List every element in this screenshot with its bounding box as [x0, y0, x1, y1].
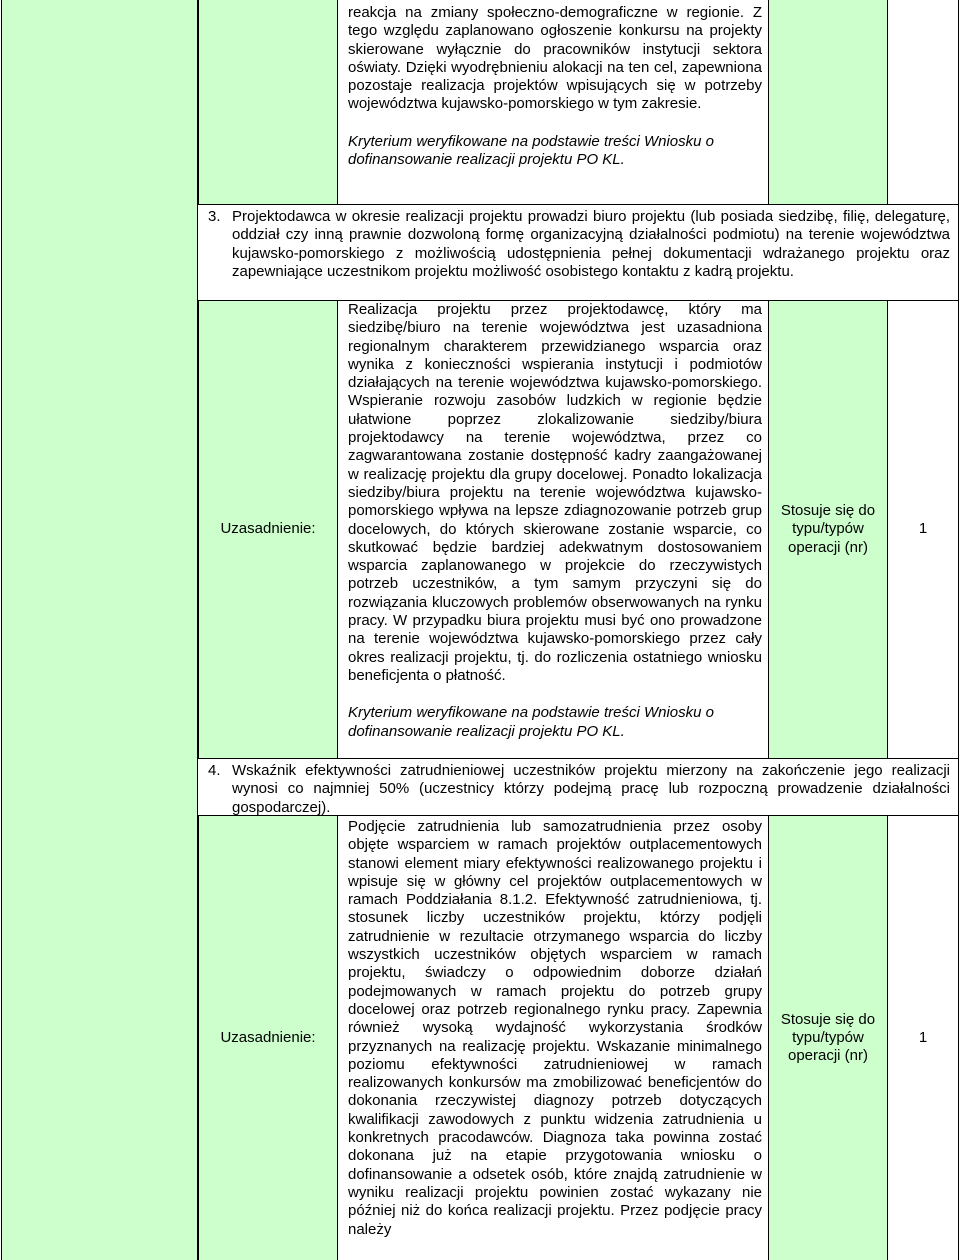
sec4-header — [200, 762, 958, 817]
sec2-number-cell — [888, 0, 958, 204]
sec2-criterion-note: Kryterium weryfikowane na podstawie treści Wniosku o dofinansowanie realizacji projektu PO KL. — [348, 132, 714, 169]
sec4-applies-to: Stosuje się do typu/typów operacji (nr) — [780, 1010, 876, 1065]
sec3-label: Uzasadnienie: — [220, 520, 316, 538]
sec3-type-cell — [888, 301, 958, 758]
sec3-title: Projektodawca w okresie realizacji projektu prowadzi biuro projektu (lub posiada siedzibę, filię, delegaturę, oddział czy inną prawnie dozwoloną formę organizacyjną działalności podmiotu) na terenie województwa kujawsko-pomorskiego z możliwością udostępnienia pełnej dokumentacji wdrażanego projektu oraz zapewniające uczestnikom projektu możliwość osobistego kontaktu z kadrą projektu. — [232, 208, 950, 280]
sec3-number: 3. — [208, 208, 221, 225]
sec3-label-cell — [198, 301, 338, 758]
sec3-text-cell — [338, 301, 768, 758]
sec2-paragraph: reakcja na zmiany społeczno-demograficzne w regionie. Z tego względu zaplanowano ogłoszenie konkursu na projekty skierowane wyłącznie do pracowników instytucji sektora oświaty. Dzięki wyodrębnieniu alokacji na ten cel, zapewniona pozostaje realizacja projektów wpisujących się w potrzeby województwa kujawsko-pomorskiego w tym zakresie. — [348, 4, 762, 113]
sec2-applies-cell — [768, 0, 888, 204]
left-column — [2, 0, 198, 1260]
sec3-criterion-note: Kryterium weryfikowane na podstawie treści Wniosku o dofinansowanie realizacji projektu PO KL. — [348, 704, 714, 740]
sec3-header — [200, 208, 958, 281]
sec3-justification: Realizacja projektu przez projektodawcę, który ma siedzibę/biuro na terenie województwa jest uzasadniona regionalnym charakterem przewidzianego wsparcia oraz wynika z konieczności wspierania instytucji i podmiotów działających na terenie województwa kujawsko-pomorskiego. Wspieranie rozwoju zasobów ludzkich w regionie będzie ułatwione poprzez zlokalizowanie siedziby/biura projektodawcy na terenie województwa, przez co zagwarantowana zostanie dostępność kadry zaangażowanej w realizację projektu dla grupy docelowej. Ponadto lokalizacja siedziby/biura projektu na terenie województwa kujawsko-pomorskiego wpływa na lepsze zdiagnozowanie potrzeb grup docelowych, do których skierowane zostanie wsparcie, co skutkować będzie bardziej adekwatnym dostosowaniem wsparcia zaplanowanego w projekcie do rzeczywistych potrzeb uczestników, a tym samym przyczyni się do rozwiązania kluczowych problemów obserwowanych na rynku pracy. W przypadku biura projektu musi być ono prowadzone na terenie województwa kujawsko-pomorskiego przez cały okres realizacji projektu, tj. do rozliczenia ostatniego wniosku beneficjenta o płatność. — [348, 301, 762, 684]
sec3-applies-cell — [768, 301, 888, 758]
sec2-left-cell — [198, 0, 338, 204]
sec4-justification: Podjęcie zatrudnienia lub samozatrudnienia przez osoby objęte wsparciem w ramach projektów outplacementowych stanowi element miary efektywności realizowanego projektu i wpisuje się w główny cel projektów outplacementowych w ramach Poddziałania 8.1.2. Efektywność zatrudnieniowa, tj. stosunek liczby uczestników projektu, którzy podjęli zatrudnienie w rezultacie otrzymanego wsparcia do liczby wszystkich uczestników objętych wsparciem w ramach projektu, świadczy o odpowiednim doborze działań podejmowanych w ramach projektu do potrzeb grupy docelowej oraz potrzeb regionalnego rynku pracy. Zapewnia również wysoką wydajność wykorzystania środków przyznanych na realizację projektu. Wskazanie minimalnego poziomu efektywności zatrudnieniowej w ramach realizowanych konkursów ma zmobilizować beneficjentów do dokonania rzeczywistej diagnozy potrzeb dotyczących kwalifikacji zawodowych z punktu widzenia zatrudnienia u konkretnych pracodawców. Diagnoza taka powinna zostać dokonana już na etapie przygotowania wniosku o dofinansowanie a odsetek osób, które znajdą zatrudnienie w wyniku realizacji projektu powinien zostać wykazany nie później niż do końca realizacji projektu. Przez podjęcie pracy należy — [348, 818, 762, 1238]
sec2-text-cell — [338, 4, 768, 204]
sec4-applies-cell — [768, 816, 888, 1260]
sec4-label-cell — [198, 816, 338, 1260]
sec4-label: Uzasadnienie: — [220, 1028, 316, 1046]
sec4-type-cell — [888, 816, 958, 1260]
sec4-text-cell — [338, 816, 768, 1260]
sec3-type-number: 1 — [918, 520, 928, 538]
sec4-number: 4. — [208, 762, 221, 779]
sec4-type-number: 1 — [918, 1028, 928, 1046]
sec3-applies-to: Stosuje się do typu/typów operacji (nr) — [780, 502, 876, 556]
sec4-title: Wskaźnik efektywności zatrudnieniowej uczestników projektu mierzony na zakończenie jego realizacji wynosi co najmniej 50% (uczestnicy którzy podejmą pracę lub rozpoczną prowadzenie działalności gospodarczej). — [232, 762, 950, 816]
